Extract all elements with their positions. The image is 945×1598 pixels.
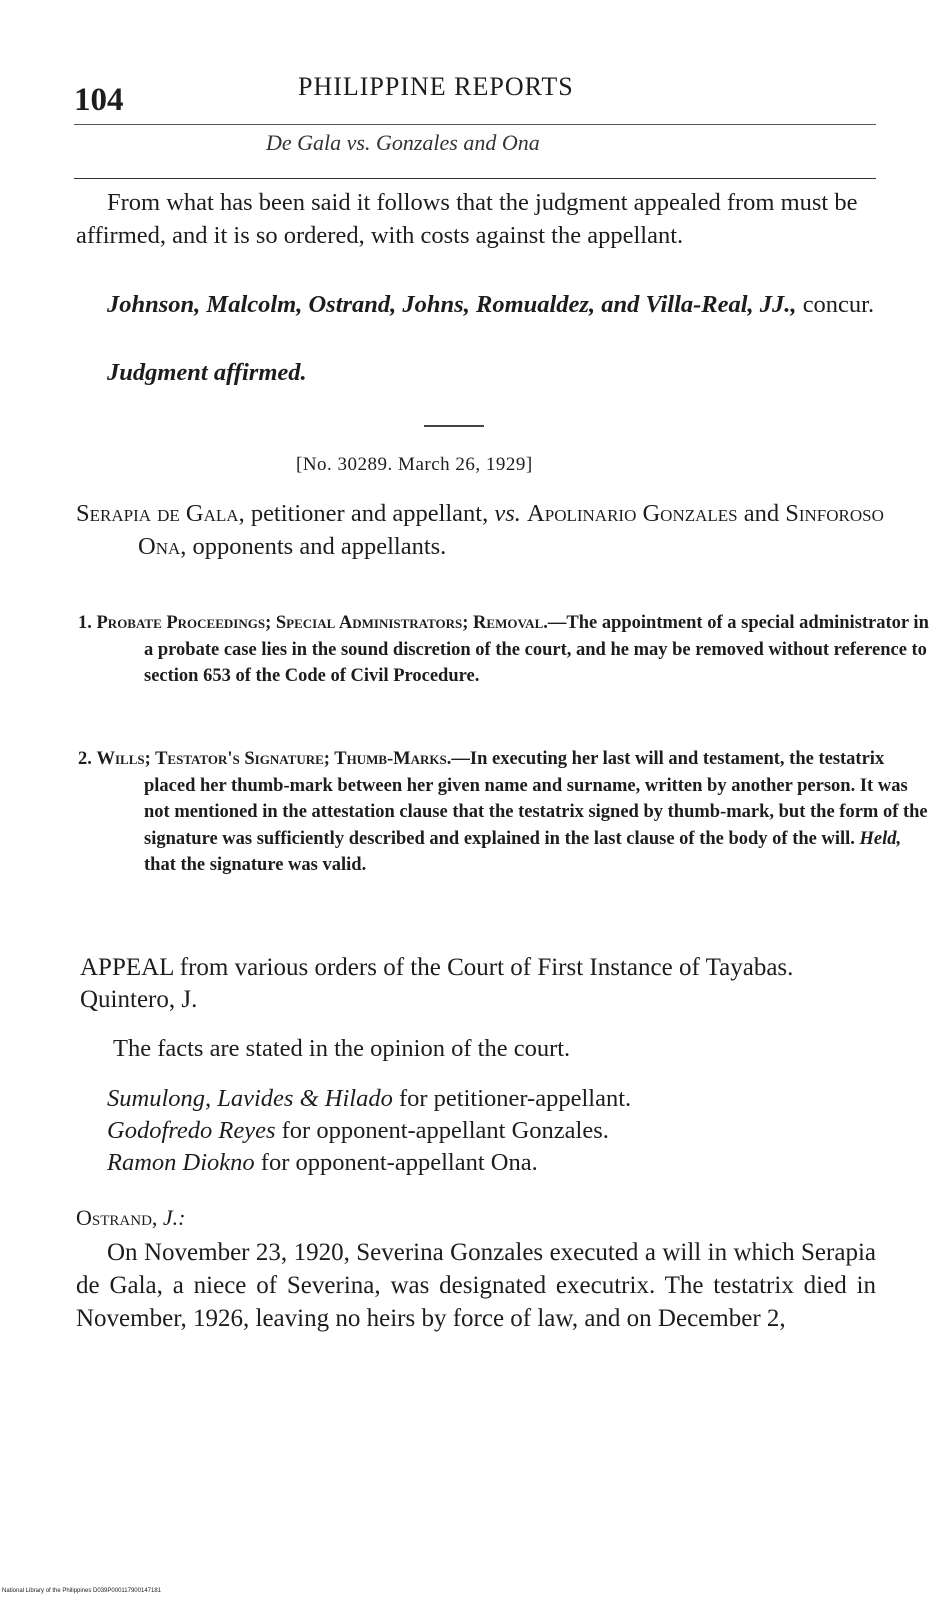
syllabus-text-end: that the signature was valid.: [144, 855, 367, 875]
opinion-author: [76, 1205, 186, 1231]
versus: vs.: [494, 500, 521, 527]
docket-number: [No. 30289. March 26, 1929]: [296, 454, 533, 475]
appeal-word: APPEAL: [80, 954, 174, 981]
opponent-2-name: Sinforoso Ona: [138, 500, 884, 560]
prior-case-conclusion: From what has been said it follows that the judgment appealed from must be affirmed, and it is so ordered, with costs against the appellant.: [76, 189, 858, 249]
header-rule-bottom: [74, 178, 876, 179]
scan-credit: National Library of the Philippines D039P000117900147181: [2, 1588, 162, 1594]
header-rule-top: [74, 124, 876, 125]
opponent-1-name: Apolinario Gonzales: [527, 500, 738, 527]
running-title: PHILIPPINE REPORTS: [298, 72, 574, 101]
counsel-line: [107, 1147, 538, 1179]
syllabus-text: —In executing her last will and testament, the testatrix placed her thumb-mark between her given name and surname, written by another person. It was not mentioned in the attestation clause that the testatrix signed by thumb-mark, but the form of the signature was sufficiently described and explained in the last clause of the body of the will.: [144, 749, 928, 849]
syllabus-item: [78, 746, 936, 879]
petitioner-name: Serapia de Gala: [76, 500, 239, 527]
syllabus-text: —The appointment of a special administrator in a probate case lies in the sound discretion of the court, and he may be removed without reference to section 653 of the Code of Civil Procedure.: [144, 613, 929, 686]
judge-suffix: J.:: [162, 1205, 186, 1230]
counsel-names: Godofredo Reyes: [107, 1117, 276, 1144]
syllabus-item: [78, 610, 936, 690]
counsel-for: for petitioner-appellant.: [392, 1085, 632, 1112]
syllabus-number: 1.: [78, 613, 92, 633]
section-divider: [424, 425, 484, 427]
counsel-line: [107, 1115, 609, 1147]
judgment-disposition: Judgment affirmed.: [107, 359, 307, 386]
syllabus-heading: Probate Proceedings; Special Administrators; Removal.: [96, 613, 548, 633]
petitioner-role: , petitioner and appellant,: [238, 500, 495, 527]
held-word: Held,: [859, 828, 902, 849]
page-number: 104: [74, 82, 124, 118]
case-subtitle: De Gala vs. Gonzales and Ona: [266, 130, 540, 155]
opinion-text: On November 23, 1920, Severina Gonzales executed a will in which Serapia de Gala, a niece of Severina, was designated executrix. The testatrix died in November, 1926, leaving no heirs by force of law, and on December 2,: [76, 1239, 876, 1332]
counsel-names: Sumulong, Lavides & Hilado: [107, 1085, 393, 1112]
appeal-text: from various orders of the Court of First Instance of Tayabas. Quintero, J.: [80, 954, 794, 1013]
counsel-for: for opponent-appellant Gonzales.: [275, 1117, 609, 1144]
counsel-names: Ramon Diokno: [107, 1149, 255, 1176]
syllabus-number: 2.: [78, 749, 92, 769]
appeal-statement: [80, 952, 876, 1016]
concur-word: concur.: [802, 291, 875, 318]
concurring-justices: Johnson, Malcolm, Ostrand, Johns, Romualdez, and Villa-Real, JJ.,: [107, 291, 797, 318]
opponents-role: , opponents and appellants.: [180, 533, 447, 560]
counsel-line: [107, 1083, 631, 1115]
concurring-justices-line: [76, 288, 876, 321]
and-word: and: [737, 500, 786, 527]
counsel-for: for opponent-appellant Ona.: [254, 1149, 538, 1176]
case-parties: [76, 497, 936, 563]
judge-name: Ostrand,: [76, 1205, 158, 1230]
syllabus-heading: Wills; Testator's Signature; Thumb-Marks.: [96, 749, 452, 769]
facts-statement: The facts are stated in the opinion of the court.: [113, 1035, 571, 1062]
